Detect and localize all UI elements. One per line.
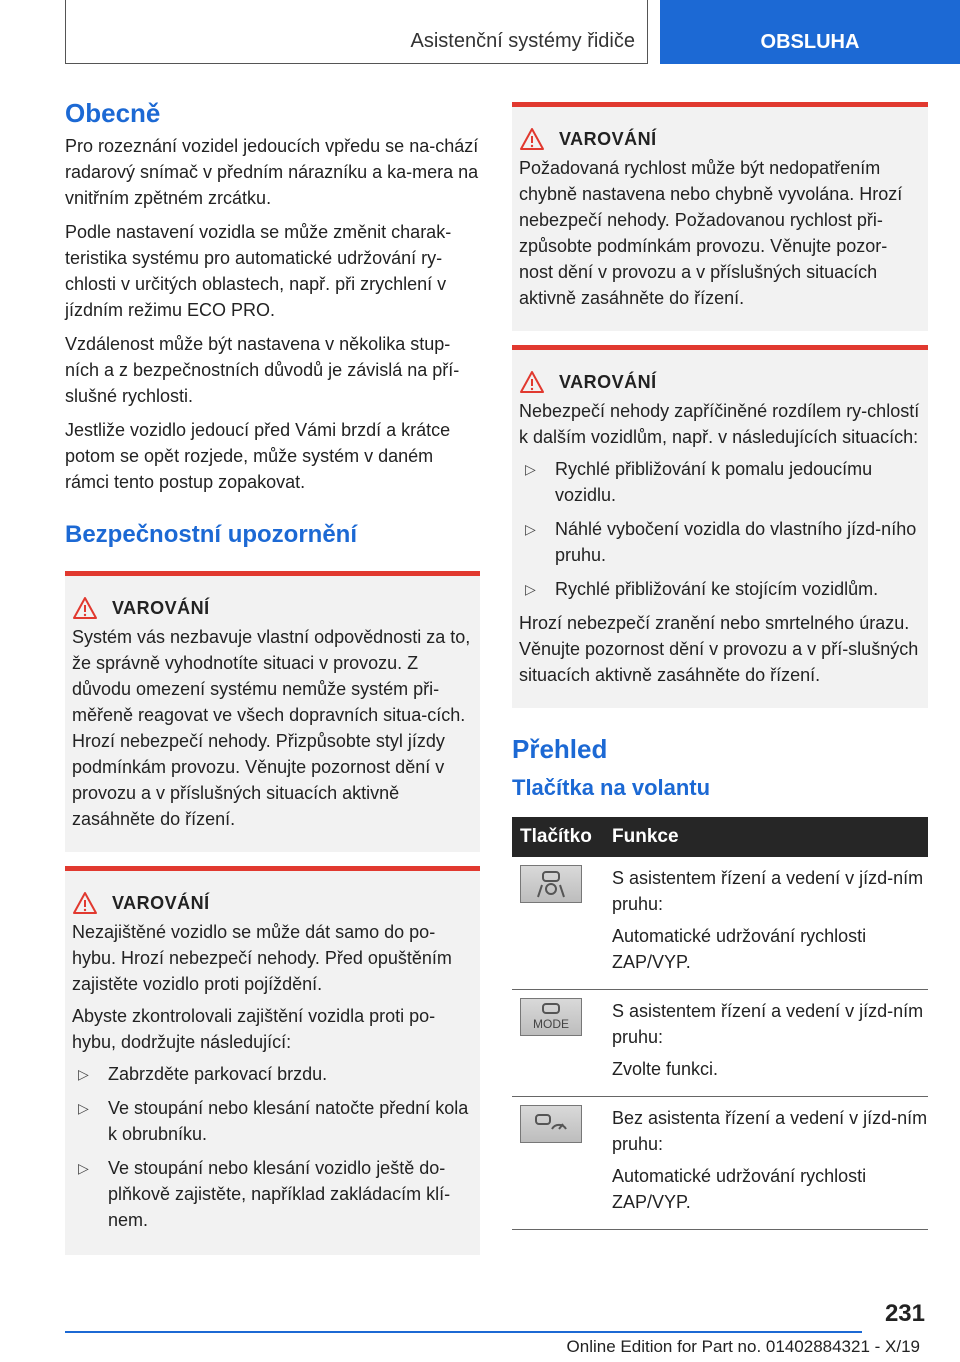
function-text: Zvolte funkci.: [612, 1059, 719, 1079]
function-cell: [604, 857, 928, 990]
heading-overview: Přehled: [512, 734, 608, 764]
bullet-arrow-icon: ▷: [525, 521, 536, 537]
warning-text: Nebezpečí nehody zapříčiněné rozdílem ry-chlostí k dalším vozidlům, např. v následujících situacích:: [519, 401, 920, 447]
warning-list: [72, 1061, 473, 1233]
table-row: [512, 1097, 928, 1230]
list-item: [72, 1155, 473, 1233]
function-text: S asistentem řízení a vedení v jízd-ním pruhu:: [612, 1001, 924, 1047]
mode-button-icon: [520, 998, 582, 1036]
function-text: Bez asistenta řízení a vedení v jízd-ním pruhu:: [612, 1108, 928, 1154]
heading-safety: Bezpečnostní upozornění: [65, 521, 358, 548]
chapter-tab[interactable]: OBSLUHA: [660, 0, 960, 64]
function-text: Automatické udržování rychlosti ZAP/VYP.: [612, 1166, 867, 1212]
warning-title-text: VAROVÁNÍ: [112, 597, 210, 618]
page-number: 231: [884, 1300, 925, 1327]
list-item: [72, 1061, 473, 1087]
footer-divider: [65, 1331, 862, 1333]
warning-title-text: VAROVÁNÍ: [559, 128, 657, 149]
cruise-control-button-icon: [520, 1105, 582, 1143]
table-header-row: [512, 817, 928, 857]
list-item-text: Rychlé přibližování k pomalu jedoucímu vozidlu.: [555, 459, 873, 505]
table-row: [512, 857, 928, 990]
warning-title: [72, 891, 473, 915]
warning-title: [72, 596, 473, 620]
left-column: [65, 98, 480, 1255]
header-frame: [65, 0, 648, 64]
button-cell: [512, 990, 604, 1097]
function-cell: [604, 990, 928, 1097]
list-item-text: Ve stoupání nebo klesání natočte přední kola k obrubníku.: [108, 1098, 469, 1144]
buttons-table: [512, 817, 928, 1230]
column-header: Tlačítko: [512, 817, 604, 857]
warning-text: Hrozí nebezpečí zranění nebo smrtelného úrazu. Věnujte pozornost dění v provozu a v pří-slušných situacích aktivně zasáhněte do řízení.: [519, 613, 919, 685]
list-item: [519, 516, 921, 568]
table-row: [512, 990, 928, 1097]
bullet-arrow-icon: ▷: [78, 1160, 89, 1176]
steering-assist-button-icon: [520, 865, 582, 903]
section-title: Asistenční systémy řidiče: [410, 30, 635, 52]
warning-box: [65, 571, 480, 852]
button-cell: [512, 1097, 604, 1230]
paragraph: Pro rozeznání vozidel jedoucích vpředu se na-chází radarový snímač v předním nárazníku a ka-mera na vnitřním zpětném zrcátku.: [65, 136, 479, 208]
warning-title: [519, 127, 921, 151]
list-item: [72, 1095, 473, 1147]
list-item-text: Náhlé vybočení vozidla do vlastního jízd-ního pruhu.: [555, 519, 917, 565]
button-cell: [512, 857, 604, 990]
paragraph: Jestliže vozidlo jedoucí před Vámi brzdí a krátce potom se opět rozjede, může systém v daném rámci tento postup zopakovat.: [65, 420, 451, 492]
warning-box: [512, 345, 928, 708]
list-item-text: Ve stoupání nebo klesání vozidlo ještě do-plňkově zajistěte, například zakládacím klí-nem.: [108, 1158, 451, 1230]
warning-box: [65, 866, 480, 1255]
warning-triangle-icon: [519, 370, 545, 394]
warning-text: Požadovaná rychlost může být nedopatřením chybně nastavena nebo chybně vyvolána. Hrozí nebezpečí nehody. Požadovanou rychlost při-způsobte podmínkám provozu. Věnujte pozor-nost dění v provozu a v příslušných situacích aktivně zasáhněte do řízení.: [519, 158, 903, 308]
list-item-text: Rychlé přibližování ke stojícím vozidlům.: [555, 579, 879, 599]
warning-triangle-icon: [519, 127, 545, 151]
edition-note: Online Edition for Part no. 01402884321 - X/19: [566, 1337, 920, 1356]
function-text: Automatické udržování rychlosti ZAP/VYP.: [612, 926, 867, 972]
heading-steering-buttons: Tlačítka na volantu: [512, 775, 711, 800]
warning-text: Nezajištěné vozidlo se může dát samo do po-hybu. Hrozí nebezpečí nehody. Před opuštěním zajistěte vozidlo proti pojíždění.: [72, 922, 452, 994]
mode-label: MODE: [533, 1017, 569, 1031]
warning-list: [519, 456, 921, 602]
right-column: [512, 102, 928, 1230]
warning-title-text: VAROVÁNÍ: [112, 892, 210, 913]
warning-triangle-icon: [72, 596, 98, 620]
warning-triangle-icon: [72, 891, 98, 915]
bullet-arrow-icon: ▷: [525, 461, 536, 477]
bullet-arrow-icon: ▷: [525, 581, 536, 597]
warning-text: Systém vás nezbavuje vlastní odpovědnosti za to, že správně vyhodnotíte situaci v provozu. Z důvodu omezení systému nemůže systém při-měřeně reagovat ve všech dopravních situa-cích. Hrozí nebezpečí nehody. Přizpůsobte styl jízdy podmínkám provozu. Věnujte pozornost dění v provozu a v příslušných situacích aktivně zasáhněte do řízení.: [72, 627, 471, 829]
list-item-text: Zabrzděte parkovací brzdu.: [108, 1064, 328, 1084]
warning-title: [519, 370, 921, 394]
heading-general: Obecně: [65, 98, 161, 128]
function-cell: [604, 1097, 928, 1230]
bullet-arrow-icon: ▷: [78, 1066, 89, 1082]
warning-box: [512, 102, 928, 331]
function-text: S asistentem řízení a vedení v jízd-ním pruhu:: [612, 868, 924, 914]
list-item: [519, 576, 921, 602]
paragraph: Vzdálenost může být nastavena v několika stup-ních a z bezpečnostních důvodů je závislá na pří-slušné rychlosti.: [65, 334, 460, 406]
paragraph: Podle nastavení vozidla se může změnit charak-teristika systému pro automatické udržování ry-chlosti v určitých oblastech, např. při zrychlení v jízdním režimu ECO PRO.: [65, 222, 452, 320]
list-item: [519, 456, 921, 508]
bullet-arrow-icon: ▷: [78, 1100, 89, 1116]
warning-text: Abyste zkontrolovali zajištění vozidla proti po-hybu, dodržujte následující:: [72, 1006, 436, 1052]
warning-title-text: VAROVÁNÍ: [559, 371, 657, 392]
column-header: Funkce: [604, 817, 928, 857]
